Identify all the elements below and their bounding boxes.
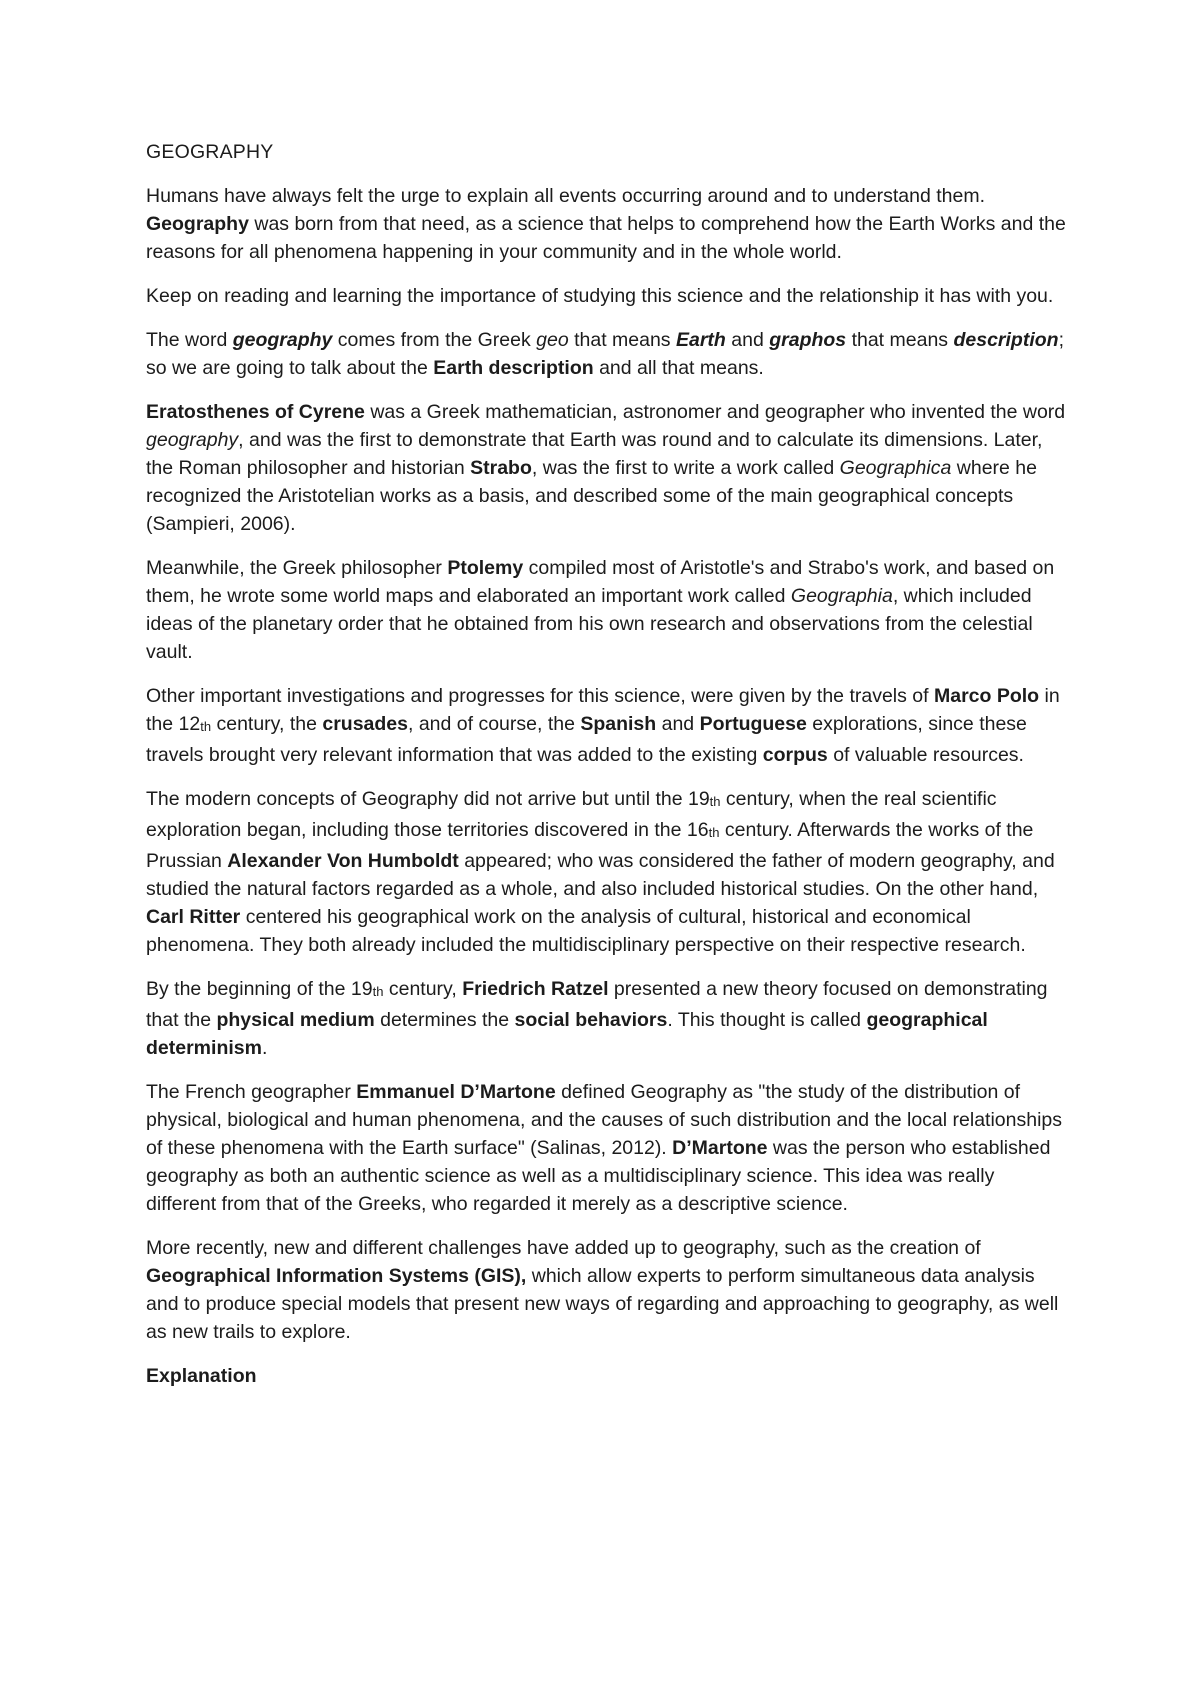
paragraph-text: Humans have always felt the urge to explain all events occurring around and to understand them. <box>146 185 991 207</box>
paragraph-text: , and of course, the <box>407 713 581 735</box>
emphasized-text: Spanish <box>580 713 657 735</box>
emphasized-text: Friedrich Ratzel <box>462 978 609 1000</box>
emphasized-text: corpus <box>762 744 828 766</box>
paragraph-text: that means <box>846 329 954 351</box>
emphasized-text: description <box>953 329 1059 351</box>
emphasized-text: Geographia <box>790 585 893 607</box>
emphasized-text: Geography <box>146 213 249 235</box>
paragraph-text: appeared; who was considered the father of modern geography, and studied the natural factors regarded as a whole, and also included historical studies. On the other hand, <box>146 850 1061 900</box>
emphasized-text: Emmanuel D’Martone <box>356 1081 556 1103</box>
paragraph <box>146 398 1071 538</box>
paragraph-text: . This thought is called <box>667 1009 867 1031</box>
emphasized-text: physical medium <box>216 1009 375 1031</box>
paragraph-text: . <box>261 1037 268 1059</box>
paragraph-text: ; so we are going to talk about the <box>146 329 1070 379</box>
paragraph <box>146 1234 1066 1346</box>
document-title: GEOGRAPHY <box>146 141 274 163</box>
paragraph-text: centered his geographical work on the analysis of cultural, historical and economical phenomena. They both already included the multidisciplinary perspective on their respective research. <box>146 906 1026 956</box>
emphasized-text: Earth description <box>433 357 594 379</box>
emphasized-text: Geographical Information Systems (GIS), <box>146 1265 527 1287</box>
emphasized-text: Portuguese <box>699 713 807 735</box>
emphasized-text: Geographica <box>839 457 952 479</box>
paragraph <box>146 1078 1066 1218</box>
emphasized-text: th <box>200 719 212 734</box>
emphasized-text: social behaviors <box>514 1009 668 1031</box>
emphasized-text: crusades <box>322 713 408 735</box>
paragraph-text: century, the <box>211 713 323 735</box>
paragraph-text: of valuable resources. <box>827 744 1024 766</box>
emphasized-text: geography <box>146 429 239 451</box>
emphasized-text: Eratosthenes of Cyrene <box>146 401 365 423</box>
paragraph <box>146 975 1066 1062</box>
paragraph-text: The word <box>146 329 233 351</box>
emphasized-text: Alexander Von Humboldt <box>227 850 459 872</box>
paragraph-text: Other important investigations and progresses for this science, were given by the travels of <box>146 685 934 707</box>
paragraph-text: The French geographer <box>146 1081 357 1103</box>
paragraph-text: compiled most of Aristotle's and Strabo's work, and based on them, he wrote some world maps and elaborated an important work called <box>146 557 1060 607</box>
paragraph-text: The modern concepts of Geography did not arrive but until the 19 <box>146 788 710 810</box>
paragraph-text: explorations, since these travels brought very relevant information that was added to the existing <box>146 713 1033 766</box>
paragraph-text: , was the first to write a work called <box>531 457 840 479</box>
paragraph-text: , which included ideas of the planetary order that he obtained from his own research and observations from the celestial vault. <box>146 585 1039 663</box>
paragraph-text: and <box>656 713 700 735</box>
emphasized-text: Marco Polo <box>933 685 1040 707</box>
paragraph-text: in the 12 <box>146 685 1066 735</box>
paragraph-text: comes from the Greek <box>332 329 537 351</box>
emphasized-text: Ptolemy <box>447 557 524 579</box>
emphasized-text: th <box>709 794 721 809</box>
paragraph-text: was the person who established geography as both an authentic science as well as a multidisciplinary science. This idea was really different from that of the Greeks, who regarded it merely as a descriptive science. <box>146 1137 1056 1215</box>
paragraph-text: was a Greek mathematician, astronomer and geographer who invented the word <box>364 401 1071 423</box>
paragraph-text: and <box>725 329 770 351</box>
emphasized-text: geo <box>536 329 569 351</box>
paragraph <box>146 682 1066 769</box>
paragraph-text: century, when the real scientific exploration began, including those territories discovered in the 16 <box>146 788 1002 841</box>
emphasized-text: Carl Ritter <box>146 906 241 928</box>
paragraph-text: century. Afterwards the works of the Prussian <box>146 819 1039 872</box>
emphasized-text: geographical determinism <box>146 1009 994 1059</box>
emphasized-text: Earth <box>675 329 726 351</box>
document-page <box>146 138 1072 1390</box>
paragraph <box>146 785 1066 959</box>
document-body <box>146 182 1072 1346</box>
paragraph <box>146 282 1066 310</box>
paragraph-text: presented a new theory focused on demonstrating that the <box>146 978 1053 1031</box>
emphasized-text: th <box>708 825 720 840</box>
emphasized-text: graphos <box>769 329 847 351</box>
emphasized-text: th <box>372 984 384 999</box>
section-heading: Explanation <box>146 1365 257 1387</box>
paragraph-text: , and was the first to demonstrate that Earth was round and to calculate its dimensions. Later, the Roman philosopher and historian <box>146 429 1048 479</box>
emphasized-text: Strabo <box>470 457 532 479</box>
paragraph-text: Meanwhile, the Greek philosopher <box>146 557 448 579</box>
paragraph-text: where he recognized the Aristotelian works as a basis, and described some of the main geographical concepts (Sampieri, 2006). <box>146 457 1043 535</box>
paragraph <box>146 182 1072 266</box>
paragraph-text: that means <box>568 329 676 351</box>
paragraph <box>146 554 1066 666</box>
paragraph-text: and all that means. <box>593 357 764 379</box>
paragraph-text: century, <box>383 978 463 1000</box>
emphasized-text: geography <box>232 329 333 351</box>
paragraph-text: defined Geography as "the study of the distribution of physical, biological and human phenomena, and the causes of such distribution and the local relationships of these phenomena with the Earth surface" (Salinas, 2012). <box>146 1081 1068 1159</box>
paragraph-text: which allow experts to perform simultaneous data analysis and to produce special models that present new ways of regarding and approaching to geography, as well as new trails to explore. <box>146 1265 1064 1343</box>
paragraph-text: determines the <box>374 1009 515 1031</box>
paragraph-text: By the beginning of the 19 <box>146 978 373 1000</box>
paragraph-text: Keep on reading and learning the importance of studying this science and the relationship it has with you. <box>146 285 1054 307</box>
emphasized-text: D’Martone <box>672 1137 768 1159</box>
paragraph <box>146 326 1070 382</box>
paragraph-text: More recently, new and different challenges have added up to geography, such as the creation of <box>146 1237 987 1259</box>
paragraph-text: was born from that need, as a science that helps to comprehend how the Earth Works and the reasons for all phenomena happening in your community and in the whole world. <box>146 213 1072 263</box>
